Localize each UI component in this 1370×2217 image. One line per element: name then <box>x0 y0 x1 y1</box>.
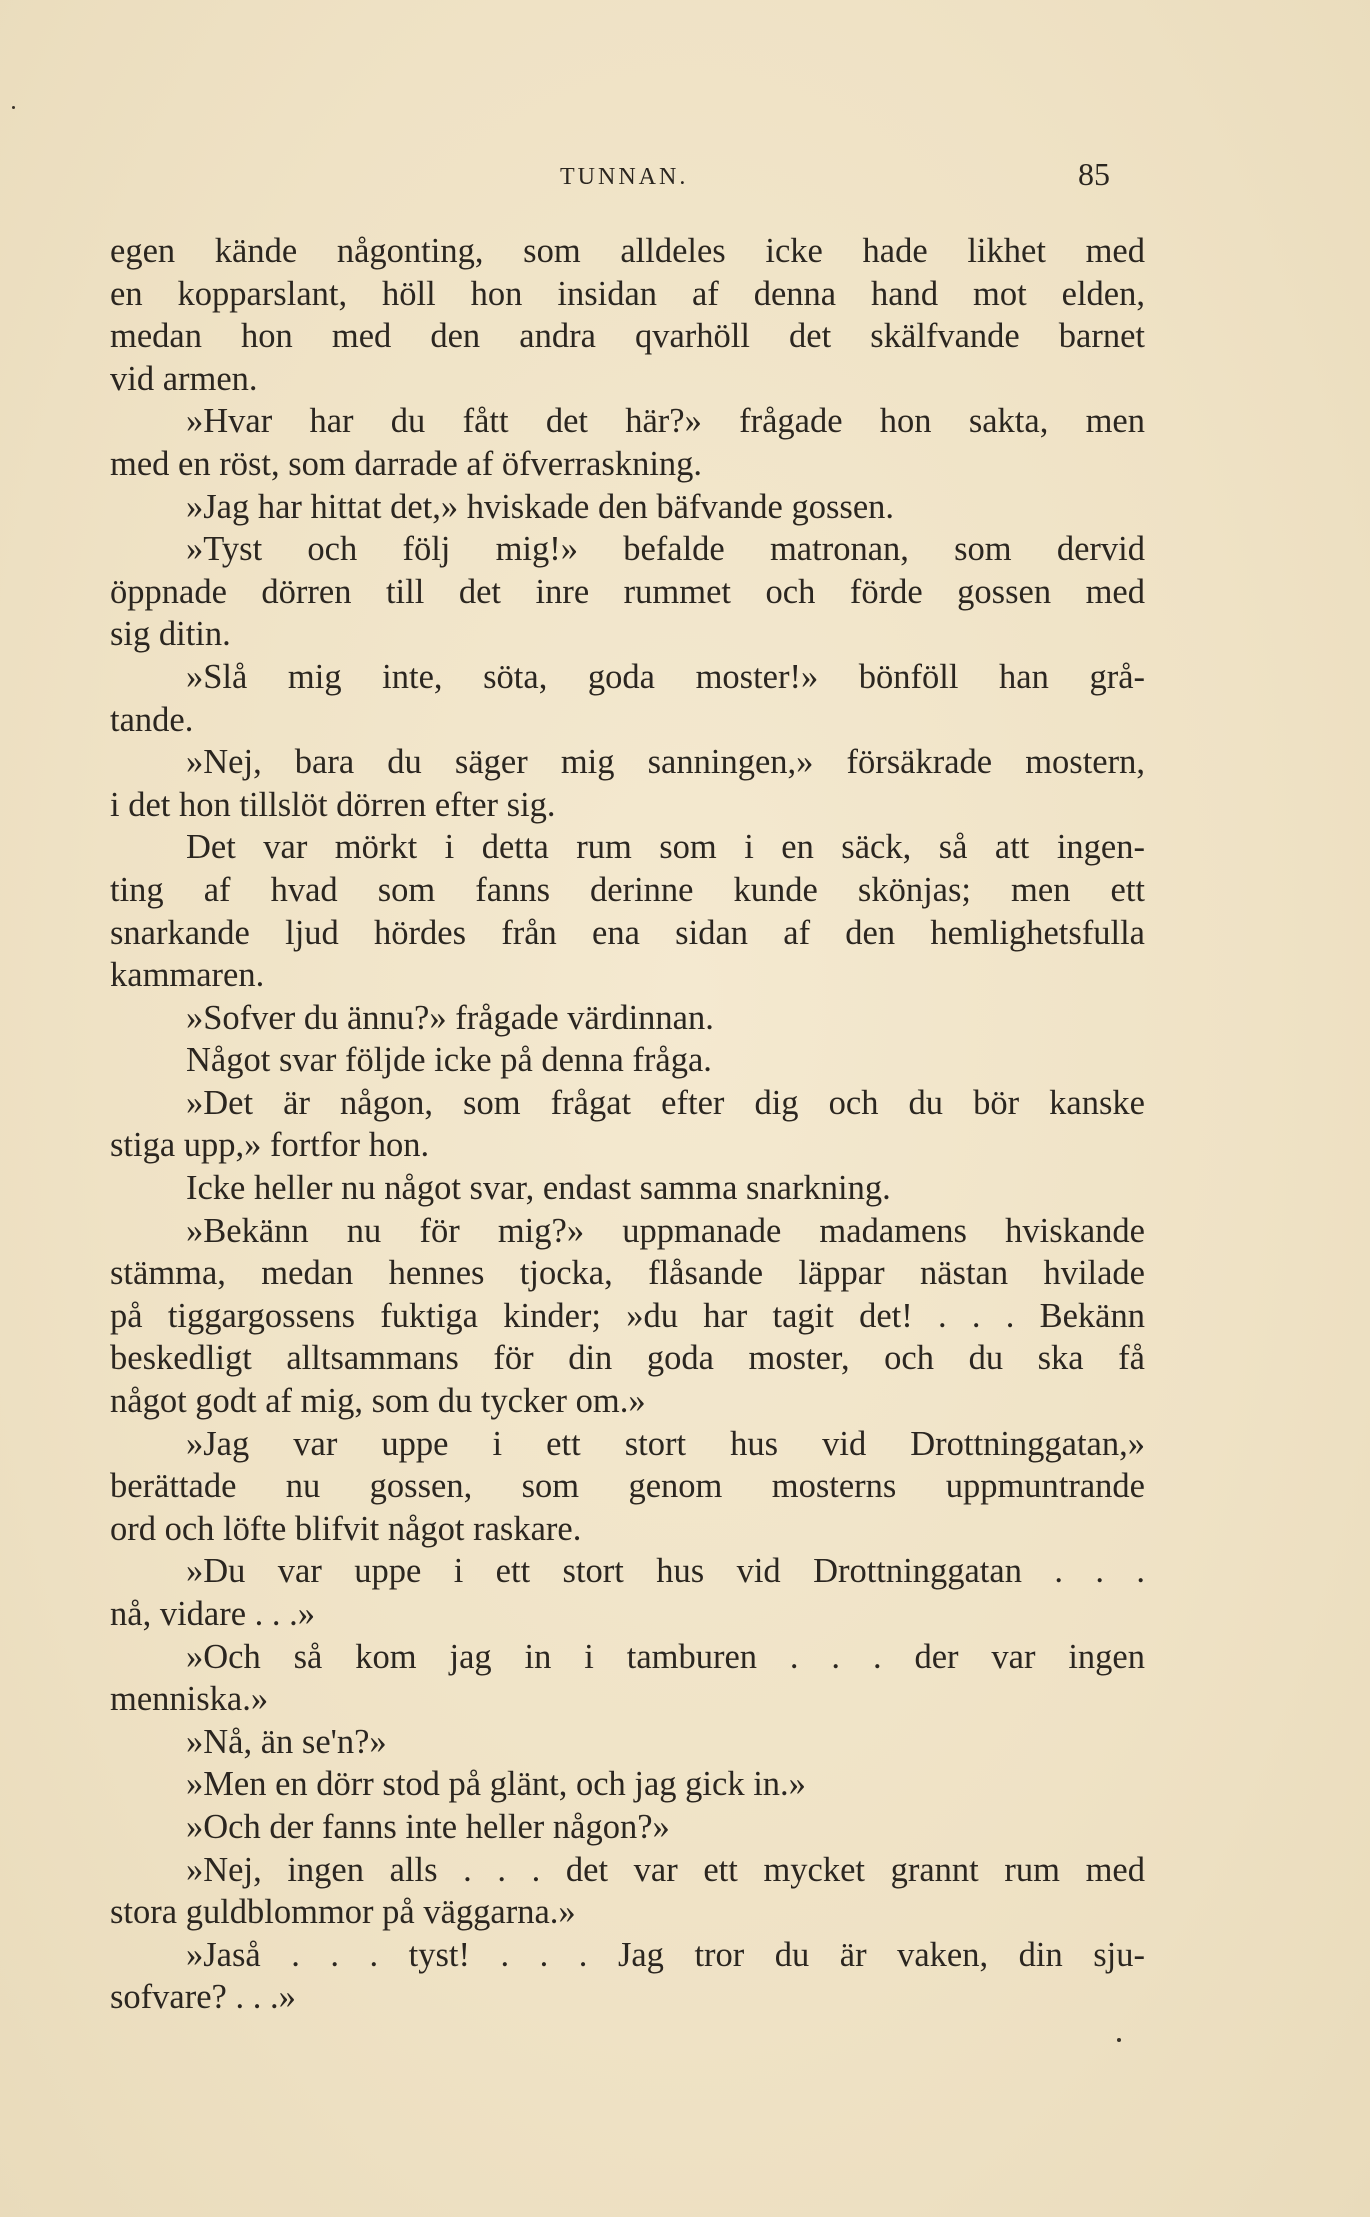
text-line: »Slå mig inte, söta, goda moster!» bönföll han grå- <box>186 657 1145 696</box>
text-line: tande. <box>110 700 194 739</box>
ink-speck <box>12 106 15 109</box>
text-line: »Bekänn nu för mig?» uppmanade madamens hviskande <box>186 1211 1145 1250</box>
text-line: vid armen. <box>110 359 258 398</box>
page-number: 85 <box>1078 156 1110 192</box>
text-line: öppnade dörren till det inre rummet och förde gossen med <box>110 572 1145 611</box>
text-line: Det var mörkt i detta rum som i en säck, så att ingen- <box>186 828 1145 867</box>
text-line: ting af hvad som fanns derinne kunde skönjas; men ett <box>110 870 1145 909</box>
text-line: beskedligt alltsammans för din goda moster, och du ska få <box>110 1339 1145 1378</box>
text-line: på tiggargossens fuktiga kinder; »du har tagit det! . . . Bekänn <box>110 1296 1145 1335</box>
text-line: i det hon tillslöt dörren efter sig. <box>110 785 556 824</box>
text-line: Icke heller nu något svar, endast samma snarkning. <box>186 1169 891 1208</box>
text-line: sig ditin. <box>110 615 231 654</box>
page-header <box>110 156 1110 200</box>
text-line: stora guldblommor på väggarna.» <box>110 1893 576 1932</box>
text-line: »Jag har hittat det,» hviskade den bäfvande gossen. <box>186 487 895 526</box>
running-head: TUNNAN. <box>560 164 689 190</box>
text-line: »Och så kom jag in i tamburen . . . der var ingen <box>186 1637 1145 1676</box>
text-line: egen kände någonting, som alldeles icke hade likhet med <box>110 232 1145 270</box>
text-line: »Nej, bara du säger mig sanningen,» försäkrade mostern, <box>186 743 1145 782</box>
text-line: menniska.» <box>110 1680 269 1719</box>
text-line: »Nej, ingen alls . . . det var ett mycket grannt rum med <box>186 1850 1145 1889</box>
text-line: »Nå, än se'n?» <box>186 1722 387 1761</box>
text-line: stiga upp,» fortfor hon. <box>110 1126 430 1165</box>
text-line: »Och der fanns inte heller någon?» <box>186 1807 670 1846</box>
text-line: »Jaså . . . tyst! . . . Jag tror du är vaken, din sju- <box>186 1935 1145 1974</box>
text-line: »Jag var uppe i ett stort hus vid Drottninggatan,» <box>186 1424 1145 1463</box>
text-line: ord och löfte blifvit något raskare. <box>110 1509 582 1548</box>
text-line: Något svar följde icke på denna fråga. <box>186 1041 712 1080</box>
text-line: med en röst, som darrade af öfverraskning. <box>110 444 703 483</box>
text-line: något godt af mig, som du tycker om.» <box>110 1382 646 1421</box>
text-line: medan hon med den andra qvarhöll det skälfvande barnet <box>110 317 1145 356</box>
text-line: »Men en dörr stod på glänt, och jag gick in.» <box>186 1765 806 1804</box>
text-line: »Du var uppe i ett stort hus vid Drottninggatan . . . <box>186 1552 1145 1591</box>
text-line: snarkande ljud hördes från ena sidan af den hemlighetsfulla <box>110 913 1145 952</box>
text-line: stämma, medan hennes tjocka, flåsande läppar nästan hvilade <box>110 1254 1145 1293</box>
text-line: »Det är någon, som frågat efter dig och du bör kanske <box>186 1083 1145 1122</box>
body-text <box>110 230 1145 2019</box>
text-line: »Hvar har du fått det här?» frågade hon sakta, men <box>186 402 1145 441</box>
text-line: »Tyst och följ mig!» befalde matronan, som dervid <box>186 530 1145 569</box>
text-line: nå, vidare . . .» <box>110 1595 316 1633</box>
text-line: en kopparslant, höll hon insidan af denna hand mot elden, <box>110 274 1145 313</box>
text-line: berättade nu gossen, som genom mosterns uppmuntrande <box>110 1467 1145 1506</box>
text-line: »Sofver du ännu?» frågade värdinnan. <box>186 998 714 1037</box>
ink-speck <box>1117 2038 1121 2042</box>
text-line: kammaren. <box>110 956 265 995</box>
text-line: sofvare? . . .» <box>110 1978 296 2017</box>
